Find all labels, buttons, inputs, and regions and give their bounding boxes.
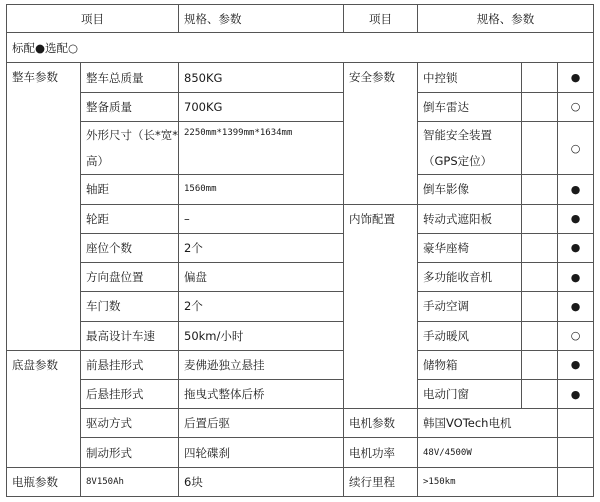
standard-mark-icon: ● [558,233,594,262]
row-name: 外形尺寸（长*宽*高） [81,121,179,174]
row-name: 轮距 [81,204,179,233]
row-value: 2个 [179,233,344,262]
table-row [7,321,594,350]
row-value: 2个 [179,292,344,321]
header-row [7,5,594,33]
row-name: 驱动方式 [81,409,179,438]
header-item-right: 项目 [344,5,418,33]
row-name: 储物箱 [418,350,522,379]
table-row [7,63,594,92]
row-name: 座位个数 [81,233,179,262]
group-label-range: 续行里程 [344,467,418,496]
group-label-motor-power: 电机功率 [344,438,418,467]
row-name: 8V150Ah [81,467,179,496]
row-name: 多功能收音机 [418,263,522,292]
row-value: 后置后驱 [179,409,344,438]
legend: 标配●选配○ [7,33,594,63]
table-row [7,175,594,204]
standard-mark-icon: ● [558,350,594,379]
row-name: 车门数 [81,292,179,321]
row-name: 倒车影像 [418,175,522,204]
standard-mark-icon: ● [558,263,594,292]
row-value: – [179,204,344,233]
row-name: 制动形式 [81,438,179,467]
row-value: >150km [418,467,558,496]
row-name: 手动空调 [418,292,522,321]
group-label-motor: 电机参数 [344,409,418,438]
row-name: 方向盘位置 [81,263,179,292]
row-value: 850KG [179,63,344,92]
spec-table [6,4,594,497]
row-name: 中控锁 [418,63,522,92]
row-name: 整车总质量 [81,63,179,92]
table-row [7,379,594,408]
row-name: 前悬挂形式 [81,350,179,379]
row-value: 48V/4500W [418,438,558,467]
group-label-chassis: 底盘参数 [7,350,81,467]
row-name: 豪华座椅 [418,233,522,262]
standard-mark-icon: ● [558,292,594,321]
row-value: 1560mm [179,175,344,204]
row-value: 韩国VOTech电机 [418,409,558,438]
header-item-left: 项目 [7,5,179,33]
row-value: 四轮碟刹 [179,438,344,467]
row-name: 转动式遮阳板 [418,204,522,233]
group-label-vehicle: 整车参数 [7,63,81,350]
row-name: 后悬挂形式 [81,379,179,408]
legend-row [7,33,594,63]
header-spec-left: 规格、参数 [179,5,344,33]
table-row [7,292,594,321]
optional-mark-icon: ○ [558,321,594,350]
standard-mark-icon: ● [558,175,594,204]
table-row [7,263,594,292]
header-spec-right: 规格、参数 [418,5,594,33]
group-label-battery: 电瓶参数 [7,467,81,496]
row-value: 50km/小时 [179,321,344,350]
table-row [7,467,594,496]
table-row [7,409,594,438]
standard-mark-icon: ● [558,63,594,92]
optional-mark-icon: ○ [558,121,594,174]
optional-mark-icon: ○ [558,92,594,121]
table-row [7,438,594,467]
row-name: 电动门窗 [418,379,522,408]
standard-mark-icon: ● [558,204,594,233]
row-name: 轴距 [81,175,179,204]
table-row [7,233,594,262]
row-value: 700KG [179,92,344,121]
group-label-interior: 内饰配置 [344,204,418,409]
row-value: 6块 [179,467,344,496]
table-row [7,204,594,233]
row-name: 整备质量 [81,92,179,121]
row-value: 偏盘 [179,263,344,292]
table-row [7,121,594,174]
row-name: 手动暖风 [418,321,522,350]
table-row [7,350,594,379]
row-name: 最高设计车速 [81,321,179,350]
row-value: 麦佛逊独立悬挂 [179,350,344,379]
row-value: 2250mm*1399mm*1634mm [179,121,344,174]
table-row [7,92,594,121]
group-label-safety: 安全参数 [344,63,418,204]
row-name: 智能安全装置（GPS定位） [418,121,522,174]
row-name: 倒车雷达 [418,92,522,121]
standard-mark-icon: ● [558,379,594,408]
row-value: 拖曳式整体后桥 [179,379,344,408]
